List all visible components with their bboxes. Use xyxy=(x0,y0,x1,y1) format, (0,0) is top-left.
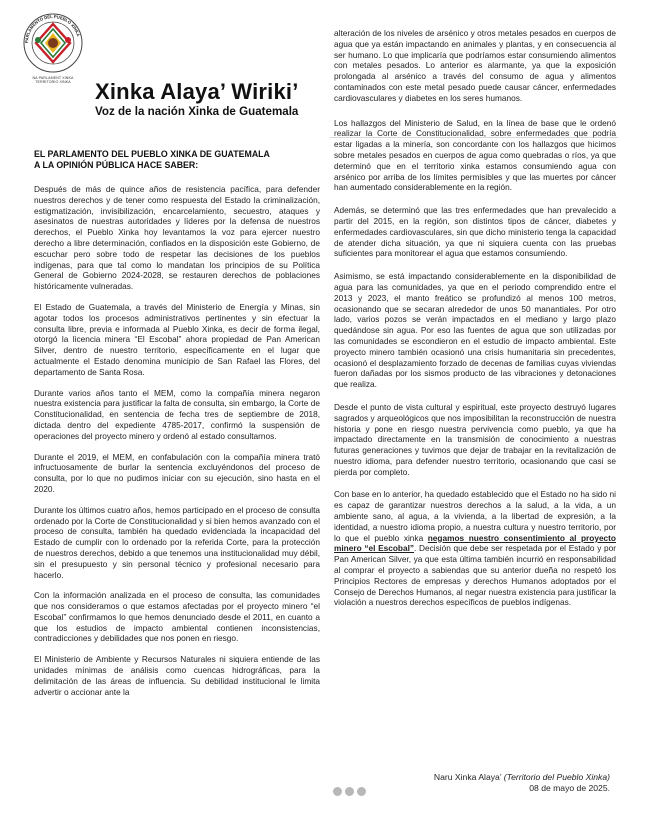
paragraph: Asimismo, se está impactando considerablemente en la disponibilidad de agua para las comunidades, ya que en el periodo comprendido entre el 2013 y 2023, el manto freático se profundizó al menos 100 metros, ocasionando que se secaran alrededor de unos 50 manantiales. Por otro lado, varios pozos se verán impactados en el mediano y largo plazo quedándose sin agua. Por eso las fuentes de agua que son utilizadas por las comunidades se escondieron en el estudio de impacto ambiental. Este proyecto minero también ocasionó una crisis humanitaria sin precedentes, ocasionó el desplazamiento forzado de decenas de familias cuyas viviendas fueron dañadas por los sismos producto de las vibraciones y detonaciones que realiza. xyxy=(334,271,616,390)
dot-icon xyxy=(357,787,366,796)
heading-line-2: A LA OPINIÓN PÚBLICA HACE SABER: xyxy=(34,160,199,170)
paragraph: El Ministerio de Ambiente y Recursos Naturales ni siquiera entiende de las unidades mínimas de análisis como cuencas hidrográficas, para la delimitación de las áreas de influencia. Su debilidad institucional le limita advertir o accionar ante la xyxy=(34,654,320,697)
final-paragraph xyxy=(334,489,616,608)
paragraph: Además, se determinó que las tres enfermedades que han prevalecido a partir del 2015, en la región, son distintos tipos de cáncer, diabetes y enfermedades cardiovasculares, sin que dicho ministerio tenga la capacidad de atender dicha situación, ya que ni siquiera cuenta con las pruebas suficientes para monitorear el agua que estamos consumiendo. xyxy=(334,205,616,259)
paragraph: Durante varios años tanto el MEM, como la compañía minera negaron nuestra existencia para justificar la falta de consulta, sin embargo, la Corte de Constitucionalidad, en sentencia de fecha tres de septiembre de 2018, dictada dentro del expediente 4785-2017, confirmó la suspensión de operaciones del proyecto minero y ordenó al estado consultarnos. xyxy=(34,387,320,441)
final-paragraph-text: Con base en lo anterior, ha quedado establecido que el Estado no ha sido ni es capaz de garantizar nuestros derechos a la salud, a la vida, a un ambiente sano, al agua, a la vivienda, a la libertad de expresión, a la identidad, a nuestro idioma propio, a nuestra cultura y nuestro territorio, por lo que el pueblo xinka xyxy=(334,489,616,543)
paragraph: Desde el punto de vista cultural y espiritual, este proyecto destruyó lugares sagrados y arqueológicos que nos imposibilitan la reconstrucción de nuestra historia y pone en riesgo nuestra pervivencia como pueblo, ya que ha impactado directamente en la transmisión de conocimiento a nuestras futuras generaciones y tuvimos que dejar de trabajar en la revitalización de nuestro idioma, para defender nuestro territorio, ocasionando que casi se pierda por completo. xyxy=(334,401,616,477)
paragraph: Durante el 2019, el MEM, en confabulación con la compañía minera trató infructuosamente de burlar la sentencia excluyéndonos del proceso de consulta, por lo que no pudimos iniciar con su ejecución, sino hasta en el 2020. xyxy=(34,451,320,494)
signature-date: 08 de mayo de 2025. xyxy=(529,783,610,793)
decorative-dots xyxy=(333,787,366,796)
final-paragraph-text-end: . Decisión que debe ser respetada por el Estado y por Pan American Silver, ya que esta última también incurrió en responsabilidad al comprar el proyecto a sabiendas que su anterior dueña no respetó los Principios Rectores de empresas y derechos Humanos adoptados por el Consejo de Derechos Humanos, al negar nuestra existencia para justificar la violación a nuestros derechos específicos de pueblos indígenas. xyxy=(334,543,617,608)
masthead xyxy=(95,80,325,119)
dot-icon xyxy=(345,787,354,796)
masthead-subtitle: Voz de la nación Xinka de Guatemala xyxy=(95,105,299,118)
paragraph: alteración de los niveles de arsénico y otros metales pesados en cuerpos de agua que ya están impactando en animales y plantas, y en consecuencia al ser humano. Lo que implicaría que podríamos estar consumiendo alimentos con metales pesados. Lo anterior es alarmante, ya que la exposición prolongada al arsénico a través del consumo de agua y alimentos contaminados con este metal pesado puede causar cáncer, enfermedades cardiovasculares y diabetes en los seres humanos. xyxy=(334,28,616,103)
paragraph: Después de más de quince años de resistencia pacífica, para defender nuestros derechos y de tener como respuesta del Estado la criminalización, estigmatización, invisibilización, encarcelamiento, secuestro, ataques y asesinatos de nuestras autoridades y líderes por la defensa de nuestros derechos, el Pueblo Xinka hoy levantamos la voz para ejercer nuestro derecho a libre determinación, confiados en la disposición este Gobierno, de escuchar pero sobre todo de respetar las decisiones de los pueblos indígenas, para que tal como lo mandatan los principios de su Política General de Gobierno 2024-2028, se restauren derechos de poblaciones históricamente vulneradas. xyxy=(34,184,320,292)
parliament-seal-icon xyxy=(22,12,84,74)
seal-ring-text: PARLAMENTO DEL PUEBLO XINKA xyxy=(23,13,82,44)
paragraph: Durante los últimos cuatro años, hemos participado en el proceso de consulta ordenado por la Corte de Constitucionalidad y si bien hemos avanzado con el proceso de consulta, también ha quedado evidenciada la incapacidad del Estado de cumplir con lo ordenado por la referida Corte, para la protección de nuestros derechos, debido a que tenemos una institucionalidad muy débil, sin el presupuesto y sin personal técnico y profesional necesario para hacerlo. xyxy=(34,504,320,580)
dot-icon xyxy=(333,787,342,796)
right-column xyxy=(334,28,616,618)
signature-block xyxy=(360,772,610,794)
signature-name: Naru Xinka Alaya’ xyxy=(433,772,502,782)
logo-caption-line-2: TERRITORIO XINKA xyxy=(35,80,71,85)
signature-line xyxy=(360,772,610,783)
parliament-logo xyxy=(22,12,84,98)
consent-refusal-emphasis: negamos nuestro consentimiento al proyecto minero “el Escobal” xyxy=(334,532,616,554)
heading-line-1: EL PARLAMENTO DEL PUEBLO XINKA DE GUATEMALA xyxy=(34,149,270,159)
signature-role: (Territorio del Pueblo Xinka) xyxy=(503,772,610,782)
masthead-title: Xinka Alaya’ Wiriki’ xyxy=(95,79,299,104)
left-column xyxy=(34,149,320,707)
paragraph: Los hallazgos del Ministerio de Salud, en la línea de base que le ordenó realizar la Corte de Constitucionalidad, sobre enfermedades que podría estar ligadas a la minería, son concordante con los hallazgos que hicimos sobre metales pesados en cuerpos de agua como quebradas o ríos, ya que determinó que en el territorio xinka estamos consumiendo agua con arsénico por arriba de los límites permisibles y que las muertes por cáncer han aumentado considerablemente en la región. xyxy=(334,117,616,193)
logo-caption-line-1: NA PARLAMENT XINKA xyxy=(32,76,74,80)
logo-caption xyxy=(22,76,84,85)
paragraph: Con la información analizada en el proceso de consulta, las comunidades que nos consideramos o que estamos afectadas por el proyecto minero “el Escobal” confirmamos lo que hemos denunciado desde el 2011, en cuanto a que los estudios de impacto ambiental contienen inconsistencias, contradicciones y debilidades que nos ponen en riesgo. xyxy=(34,590,320,644)
statement-heading xyxy=(34,149,320,171)
paragraph: El Estado de Guatemala, a través del Ministerio de Energía y Minas, sin agotar todos los procesos administrativos pertinentes y sin efectuar la consulta libre, previa e informada al Pueblo Xinka, es decir de forma ilegal, otorgó la licencia minera “El Escobal” ahora propiedad de Pan American Silver, dentro de nuestro territorio, específicamente en el lugar que actualmente el Estado denomina municipio de San Rafael las Flores, del departamento de Santa Rosa. xyxy=(34,301,320,377)
